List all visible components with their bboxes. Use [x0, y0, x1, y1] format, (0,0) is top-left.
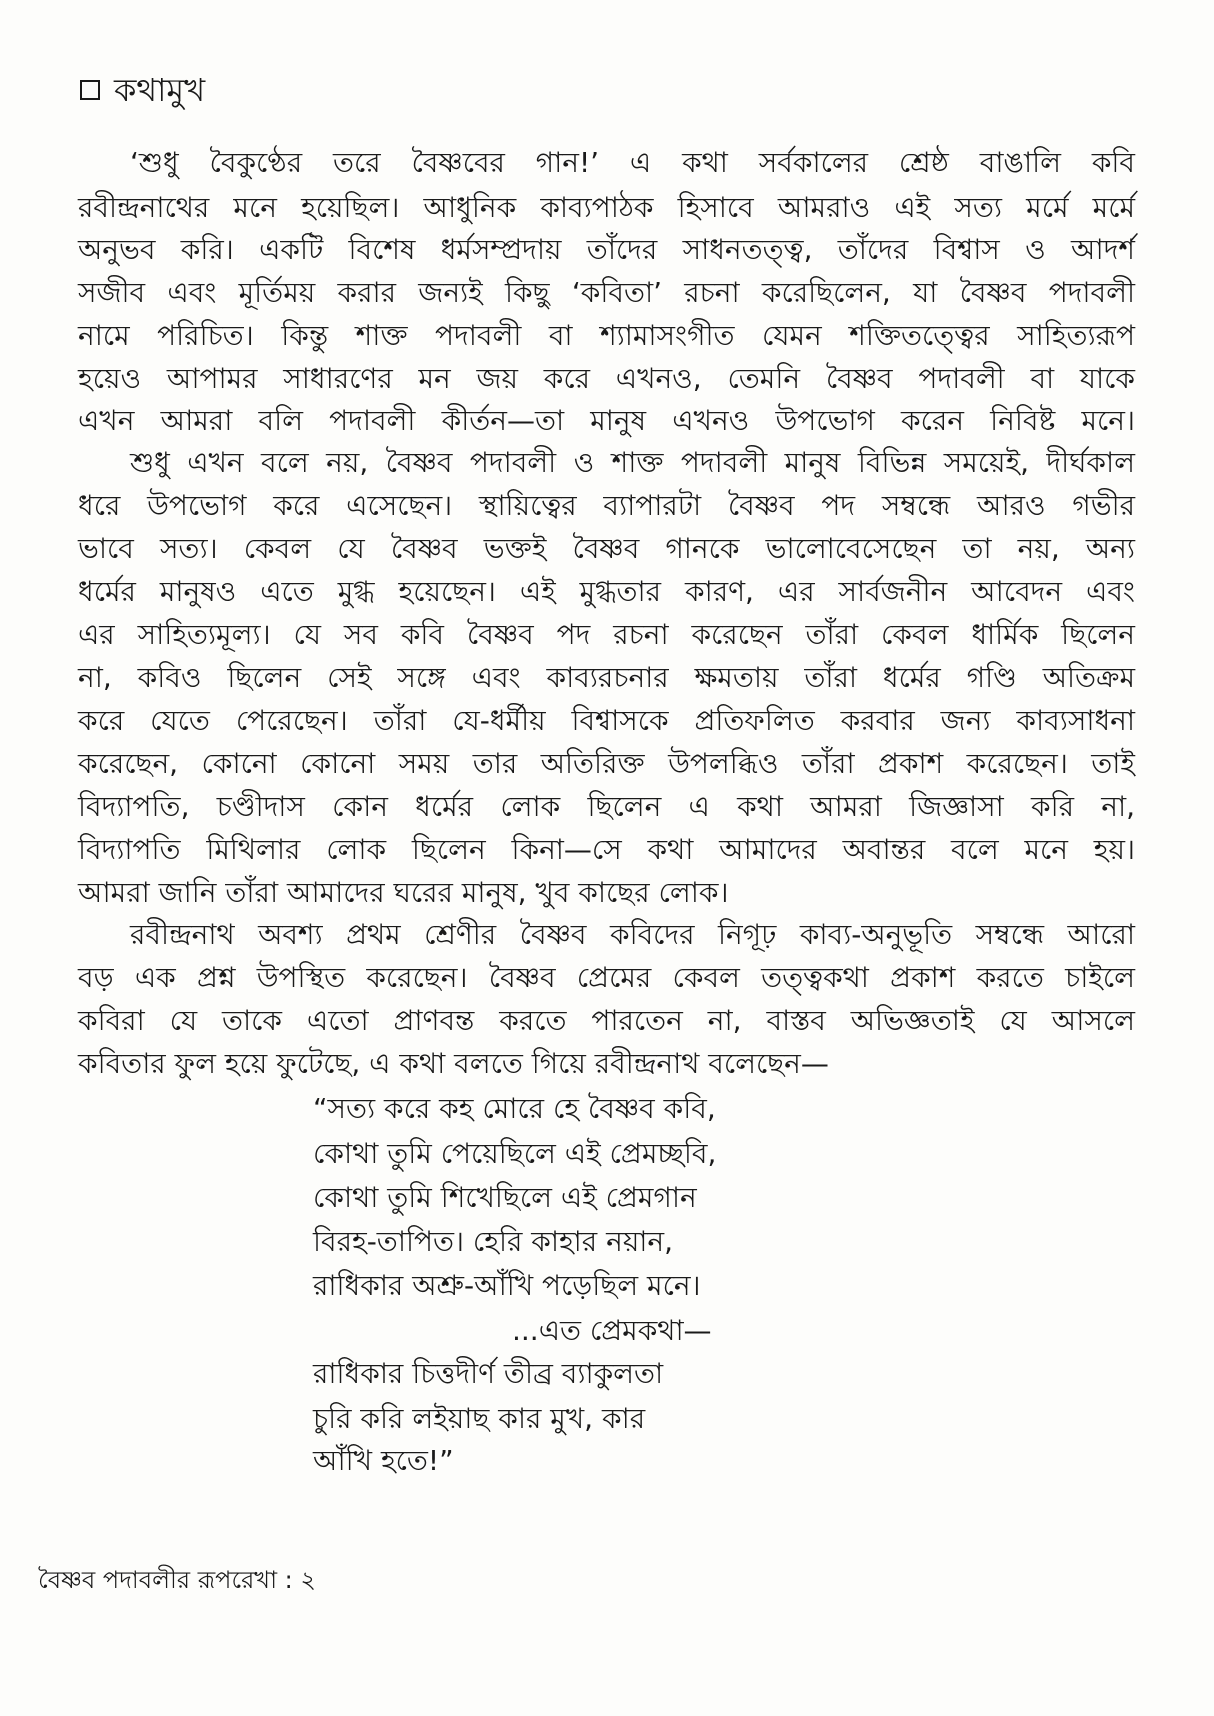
poem-line: চুরি করি লইয়াছ কার মুখ, কার: [313, 1402, 646, 1435]
poem-line: রাধিকার অশ্রু-আঁখি পড়েছিল মনে।: [313, 1269, 701, 1302]
text-line: এখন আমরা বলি পদাবলী কীর্তন—তা মানুষ এখনও উপভোগ করেন নিবিষ্ট মনে।: [78, 404, 1135, 437]
text-line: বিদ্যাপতি মিথিলার লোক ছিলেন কিনা—সে কথা আমাদের অবান্তর বলে মনে হয়।: [78, 833, 1135, 866]
poem-line: কোথা তুমি পেয়েছিলে এই প্রেমচ্ছবি,: [313, 1137, 717, 1170]
text-line: ধরে উপভোগ করে এসেছেন। স্থায়িত্বের ব্যাপারটা বৈষ্ণব পদ সম্বন্ধে আরও গভীর: [78, 489, 1135, 522]
text-line: রবীন্দ্রনাথ অবশ্য প্রথম শ্রেণীর বৈষ্ণব কবিদের নিগূঢ় কাব্য-অনুভূতি সম্বন্ধে আরো: [130, 918, 1135, 951]
text-line: ‘শুধু বৈকুণ্ঠের তরে বৈষ্ণবের গান!’ এ কথা সর্বকালের শ্রেষ্ঠ বাঙালি কবি: [130, 146, 1135, 179]
poem-line: বিরহ-তাপিত। হেরি কাহার নয়ান,: [313, 1225, 674, 1258]
poem-line: কোথা তুমি শিখেছিলে এই প্রেমগান: [313, 1181, 697, 1214]
text-line: হয়েও আপামর সাধারণের মন জয় করে এখনও, তেমনি বৈষ্ণব পদাবলী বা যাকে: [78, 362, 1135, 395]
text-line: বিদ্যাপতি, চণ্ডীদাস কোন ধর্মের লোক ছিলেন এ কথা আমরা জিজ্ঞাসা করি না,: [78, 790, 1135, 823]
checkbox-square-icon: [80, 80, 100, 100]
poem-line: রাধিকার চিত্তদীর্ণ তীব্র ব্যাকুলতা: [313, 1357, 664, 1390]
text-line: না, কবিও ছিলেন সেই সঙ্গে এবং কাব্যরচনার ক্ষমতায় তাঁরা ধর্মের গণ্ডি অতিক্রম: [78, 661, 1135, 694]
text-line: এর সাহিত্যমূল্য। যে সব কবি বৈষ্ণব পদ রচনা করেছেন তাঁরা কেবল ধার্মিক ছিলেন: [78, 618, 1135, 651]
poem-line: ...এত প্রেমকথা—: [512, 1314, 712, 1347]
text-line: শুধু এখন বলে নয়, বৈষ্ণব পদাবলী ও শাক্ত পদাবলী মানুষ বিভিন্ন সময়েই, দীর্ঘকাল: [130, 446, 1135, 479]
heading-text: কথামুখ: [114, 71, 206, 109]
text-line: ভাবে সত্য। কেবল যে বৈষ্ণব ভক্তই বৈষ্ণব গানকে ভালোবেসেছেন তা নয়, অন্য: [78, 532, 1135, 565]
text-line: ধর্মের মানুষও এতে মুগ্ধ হয়েছেন। এই মুগ্ধতার কারণ, এর সার্বজনীন আবেদন এবং: [78, 575, 1135, 608]
poem-line: আঁখি হতে!”: [313, 1444, 454, 1477]
text-line: সজীব এবং মূর্তিময় করার জন্যই কিছু ‘কবিতা’ রচনা করেছিলেন, যা বৈষ্ণব পদাবলী: [78, 276, 1135, 309]
text-line: কবিরা যে তাকে এতো প্রাণবন্ত করতে পারতেন না, বাস্তব অভিজ্ঞতাই যে আসলে: [78, 1004, 1135, 1037]
text-line: অনুভব করি। একটি বিশেষ ধর্মসম্প্রদায় তাঁদের সাধনতত্ত্ব, তাঁদের বিশ্বাস ও আদর্শ: [78, 233, 1135, 266]
poem-line: “সত্য করে কহ মোরে হে বৈষ্ণব কবি,: [313, 1092, 716, 1125]
text-line: আমরা জানি তাঁরা আমাদের ঘরের মানুষ, খুব কাছের লোক।: [78, 876, 729, 909]
text-line: করেছেন, কোনো কোনো সময় তার অতিরিক্ত উপলব্ধিও তাঁরা প্রকাশ করেছেন। তাই: [78, 747, 1135, 780]
text-line: বড় এক প্রশ্ন উপস্থিত করেছেন। বৈষ্ণব প্রেমের কেবল তত্ত্বকথা প্রকাশ করতে চাইলে: [78, 961, 1135, 994]
page-footer: বৈষ্ণব পদাবলীর রূপরেখা : ২: [38, 1566, 316, 1594]
text-line: রবীন্দ্রনাথের মনে হয়েছিল। আধুনিক কাব্যপাঠক হিসাবে আমরাও এই সত্য মর্মে মর্মে: [78, 191, 1135, 224]
text-line: নামে পরিচিত। কিন্তু শাক্ত পদাবলী বা শ্যামাসংগীত যেমন শক্তিতত্ত্বের সাহিত্যরূপ: [78, 319, 1135, 352]
section-heading: [80, 70, 205, 110]
text-line: করে যেতে পেরেছেন। তাঁরা যে-ধর্মীয় বিশ্বাসকে প্রতিফলিত করবার জন্য কাব্যসাধনা: [78, 704, 1135, 737]
text-line: কবিতার ফুল হয়ে ফুটেছে, এ কথা বলতে গিয়ে রবীন্দ্রনাথ বলেছেন—: [78, 1047, 829, 1080]
